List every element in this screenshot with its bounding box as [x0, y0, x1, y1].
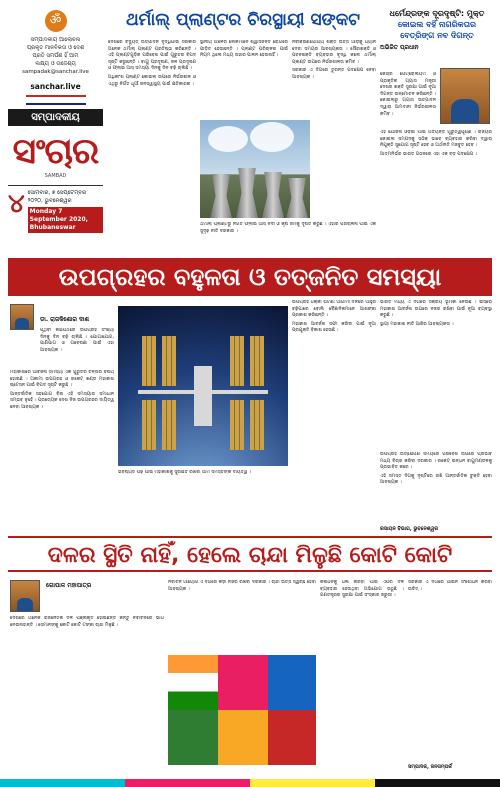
brand-subtitle: SAMBAD: [44, 173, 67, 179]
note-email: sampadak@sanchar.live: [22, 69, 89, 75]
satellite-column-right: [380, 300, 492, 450]
masthead: [8, 8, 103, 290]
color-registration-bar: [0, 779, 500, 787]
politics-signoff: ସମ୍ପାଦକ, ଜନସମ୍ପର୍କ: [408, 764, 452, 770]
brand-logo: ସଂଚାର: [12, 130, 99, 172]
author-photo: [440, 68, 490, 124]
politics-headline: ଦଳର ସ୍ଥିତି ନାହିଁ, ହେଲେ ଚାନ୍ଦା ମିଳୁଛି କୋଟି କୋଟି: [8, 536, 492, 572]
paragraph: ସ୍ଥାୟୀ ମହାକାଶ ନୀତି ଆଜିର ଆବଶ୍ୟକତା ।: [380, 321, 454, 327]
masthead-note: [8, 36, 103, 76]
paragraph: ପୃଥିବୀ କକ୍ଷପଥରେ ଉପଗ୍ରହ ସଂଖ୍ୟା ଦିନକୁ ଦିନ ବଢ଼ି ଚାଲିଛି । ଯୋଗାଯୋଗ, ପାଣିପାଗ ଓ ଗବେଷଣା ପାଇଁ ଏହା ଆବଶ୍ୟକ ।: [40, 328, 114, 353]
politics-column-left: [10, 616, 164, 776]
note-line: ଲକ୍ଷ୍ୟ ଓ ଉଦ୍ଦେଶ୍ୟ: [35, 61, 76, 67]
paragraph: ଆତ୍ମନିର୍ଭର ଭାରତ ଗଠନରେ ଏହା ଏକ ବଡ଼ ପଦକ୍ଷେପ ।: [380, 151, 477, 157]
edition-info: [25, 189, 103, 233]
satellite-column-mid: [292, 300, 376, 470]
satellite-column-right-2: [380, 452, 492, 524]
paragraph: ସରକାର ଏ ଦିଗରେ ଆଇନ ସଂଶୋଧନ କରିବା ଉଚିତ୍ ।: [408, 580, 492, 592]
lead-headline: ଥର୍ମାଲ୍ ପ୍ଲାଣ୍ଟର ଚିରସ୍ଥାୟୀ ସଙ୍କଟ: [125, 10, 361, 30]
paragraph: ଭାରତ ମଧ୍ୟ ଏ ଦିଗରେ ସକ୍ରିୟ ଭୂମିକା ନେଉଛି । ଇସ୍ରୋ ମହାକାଶ ଆବର୍ଜନା ଉପରେ ନଜର ରଖିବା ପାଇଁ ନୂଆ ବ୍ୟବସ୍ଥା କରୁଛି ।: [380, 300, 492, 319]
paragraph: ଅଧିକାଂଶ ପ୍ଲାଣ୍ଟ କୋଇଲା ଉପରେ ନିର୍ଭରଶୀଳ ଓ ଏଥିରୁ ନିର୍ଗତ ଧୂଆଁ ଜନସ୍ୱାସ୍ଥ୍ୟ ପାଇଁ କ୍ଷତିକାରକ ।: [108, 74, 196, 87]
space-station-photo: [118, 306, 288, 466]
author-photo: [10, 304, 34, 330]
paragraph: ଆନ୍ତର୍ଜାତିକ ସହଯୋଗ ବିନା ଏହି ସମସ୍ୟାର ସମାଧାନ ସମ୍ଭବ ନୁହେଁ । ପ୍ରତ୍ୟେକ ଦେଶ ନିଜ ଉପଗ୍ରହର ଦାୟିତ୍ୱ ନେବା ଆବଶ୍ୟକ ।: [10, 391, 114, 410]
paragraph: କଳାଧନକୁ ଧଳା କରିବା ପାଇଁ ଏପରି ଦଳ ବ୍ୟବହାର ହେଉଥିବା ଅଭିଯୋଗ ଉଠୁଛି । ଗଣତନ୍ତ୍ରର ସୁରକ୍ଷା ପାଇଁ ସଂସ୍କାର ଜରୁରୀ ।: [320, 580, 404, 599]
note-line: ପ୍ରକୃତ ମାନବିକତା ଓ ଦେଶ: [26, 45, 85, 51]
feature-column-b: [380, 130, 492, 254]
politics-author: ଗୋପାଳ ମହାପାତ୍ର: [46, 582, 92, 589]
paragraph: କେନ୍ଦ୍ର ପେଟ୍ରୋଲିୟମ ଓ ପ୍ରାକୃତିକ ଗ୍ୟାସ ମନ୍ତ୍ରୀ ଦେଶର ଶକ୍ତି ସୁରକ୍ଷା ପାଇଁ ନୂଆ ଦିଗନ୍ତ ଉନ୍ମୋଚନ କରିଛନ୍ତି । କୋଇଲାରୁ ଗ୍ୟାସ ଉତ୍ପାଦନ ଦ୍ୱାରା ଆମଦାନୀ ନିର୍ଭରଶୀଳତା କମିବ ।: [380, 72, 436, 117]
lead-column-under: [200, 222, 376, 254]
feature-title-plain: ଧର୍ମେନ୍ଦ୍ରଙ୍କ ଦୂରଦୃଷ୍ଟି: ମୁକ୍ତ: [389, 9, 485, 18]
paragraph: ଉପଗ୍ରହ ଉତ୍କ୍ଷେପଣ ସମୟରେ ପରିବେଶ ଉପରେ ପ୍ରଭାବ ମଧ୍ୟ ବିଚାର କରିବା ଦରକାର । ରକେଟ୍ ଇନ୍ଧନ ବାୟୁମଣ୍ଡଳକୁ ପ୍ରଭାବିତ କରେ ।: [380, 452, 492, 471]
satellite-signoff: ରସାୟନ ବିଭାଗ, ଭୁବନେଶ୍ୱର: [380, 526, 439, 532]
website-label: sanchar.live: [30, 82, 81, 91]
lead-column-1: [108, 40, 196, 252]
politics-column-right: [320, 580, 404, 776]
edition-box: [8, 185, 103, 233]
paragraph: ଦେଶରେ ବିଦ୍ୟୁତ୍ ଉତ୍ପାଦନ ବୃଦ୍ଧିପାଇଁ ସରକାର ଅନେକ ଥର୍ମାଲ୍ ପ୍ଲାଣ୍ଟ ପ୍ରତିଷ୍ଠା କରିଛନ୍ତି । ଏହି ପ୍ଲାଣ୍ଟଗୁଡ଼ିକ ପରିବେଶ ପାଇଁ ଗୁରୁତର ବିପଦ ସୃଷ୍ଟି କରୁଛନ୍ତି । ବାୟୁ ପ୍ରଦୂଷଣ, ଜଳ ପ୍ରଦୂଷଣ ଓ ଫ୍ଲାଇ ଆସ୍ ସମସ୍ୟା ଦିନକୁ ଦିନ ବଢ଼ି ଚାଲିଛି ।: [108, 40, 196, 72]
pen-icon: [26, 95, 86, 105]
paragraph: ନବୀକରଣଯୋଗ୍ୟ ଶକ୍ତି ଉତ୍ସ ଆଡ଼କୁ ଧ୍ୟାନ ଦେବା ସମୟର ଆବଶ୍ୟକତା । ସୌରଶକ୍ତି ଓ ପବନଶକ୍ତି ବ୍ୟବହାର ବୃଦ୍ଧି କଲେ ଥର୍ମାଲ୍ ପ୍ଲାଣ୍ଟ ଉପରେ ନିର୍ଭରଶୀଳତା କମିବ ।: [292, 40, 376, 65]
paragraph: ସ୍ଥାନୀୟ ଅଞ୍ଚଳର ଲୋକମାନେ ଶ୍ୱାସଜନିତ ରୋଗରେ ପୀଡ଼ିତ ହେଉଛନ୍ତି । ପ୍ଲାଣ୍ଟ ପରିଚାଳନା ପାଇଁ ନିୟମ ଥିଲେ ମଧ୍ୟ ତାହାର ପାଳନ ହେଉନାହିଁ ।: [200, 40, 288, 59]
feature-title: [380, 8, 494, 41]
satellite-column-left: [10, 370, 114, 530]
note-line: ପ୍ରତି ସମର୍ପଣ ହିଁ ଆମ: [32, 53, 79, 59]
party-flags-photo: [168, 655, 316, 765]
politics-column-far: [408, 580, 492, 760]
politics-column-mid: [168, 580, 316, 652]
paragraph: ଦେଶରେ ଅନେକ ରାଜନୈତିକ ଦଳ ପଞ୍ଜୀକୃତ ହୋଇଛନ୍ତି କିନ୍ତୁ ନିର୍ବାଚନରେ ଭାଗ ନେଉନାହାନ୍ତି । ସେମାନଙ୍କୁ କୋଟି କୋଟି ଟଙ୍କା ଚାନ୍ଦା ମିଳୁଛି ।: [10, 616, 164, 628]
satellite-author: ଡା. ରାଜକିଶୋର ଦାଶ: [40, 316, 89, 323]
edition-date: Monday 7 September 2020, Bhubaneswar: [28, 207, 103, 233]
edition-line: ୨୦୨୦, ଭୁବନେଶ୍ୱର: [27, 198, 72, 204]
thermal-plant-photo: [200, 120, 310, 218]
paragraph: ମହାକାଶରେ ଆବର୍ଜନା ସମସ୍ୟା ଏକ ଗୁରୁତର ଚିନ୍ତାର ବିଷୟ ହୋଇଛି । ଅକାମୀ ଉପଗ୍ରହ ଓ ରକେଟ୍ ଖଣ୍ଡ ମହାକାଶ ଷ୍ଟେସନ ପାଇଁ ବିପଦ ସୃଷ୍ଟି କରୁଛି ।: [10, 370, 114, 389]
right-feature: [380, 8, 494, 52]
paragraph: ଥର୍ମାଲ୍ ପ୍ଲାଣ୍ଟରୁ ନିର୍ଗତ ଫ୍ଲାଇ ଆସ୍ ନଦୀ ଓ କୃଷି ଜମିକୁ ଦୂଷିତ କରୁଛି । ଏହାର ପରିଚାଳନା ପାଇଁ ଏକ ସୁଦୃଢ଼ ନୀତି ଦରକାର ।: [200, 222, 376, 234]
satellite-column-bottom: [118, 470, 376, 526]
paragraph: ଏହି ଯୋଜନା ଓଡ଼ିଶା ପାଇଁ ଅତ୍ୟନ୍ତ ଗୁରୁତ୍ୱପୂର୍ଣ୍ଣ । ରାଜ୍ୟର କୋଇଲା ସମ୍ପଦକୁ ସଠିକ୍ ଭାବେ ବ୍ୟବହାର କରିବା ଦ୍ୱାରା ନିଯୁକ୍ତି ସୁଯୋଗ ସୃଷ୍ଟି ହେବ ଓ ଅର୍ଥନୀତି ମଜବୁତ ହେବ ।: [380, 130, 492, 149]
feature-column-a: [380, 72, 436, 130]
edition-number: ୪: [8, 189, 25, 219]
section-label: ସମ୍ପାଦକୀୟ: [8, 109, 103, 126]
paragraph: ଏହି ସମସ୍ତ ଦିଗକୁ ଦୃଷ୍ଟିରେ ରଖି ଆନ୍ତର୍ଜାତିକ ଚୁକ୍ତି ହେବା ଆବଶ୍ୟକ ।: [380, 473, 492, 486]
paragraph: ଭବିଷ୍ୟତ ପିଢ଼ି ପାଇଁ ମହାକାଶକୁ ସୁରକ୍ଷିତ ରଖିବା ଆମ ସମସ୍ତଙ୍କ ଦାୟିତ୍ୱ ।: [118, 470, 251, 475]
om-logo-icon: ॐ: [45, 10, 67, 32]
author-photo: [10, 580, 40, 612]
note-line: ସମ୍ପାଦକୀୟ ଆଲୋଚନା: [30, 37, 81, 43]
feature-byline: ଅଭିଜିତ ପ୍ରଧାନ: [380, 44, 419, 51]
paragraph: ଉପଗ୍ରହ ଧକ୍କା ଘଟଣା ଆଗାମୀ ଦିନରେ ଆହୁରି ବଢ଼ିପାରେ ବୋଲି ବୈଜ୍ଞାନିକମାନେ ଆଶଙ୍କା ପ୍ରକାଶ କରିଛନ୍ତି ।: [292, 300, 376, 319]
satellite-intro: [40, 328, 114, 368]
paragraph: ସରକାର ଏ ଦିଗରେ ତୁରନ୍ତ ପଦକ୍ଷେପ ନେବା ଆବଶ୍ୟକ ।: [292, 68, 376, 80]
paragraph: ନିର୍ବାଚନ ଆୟୋଗ ଏ ଦିଗରେ କଡ଼ା ନଜର ରଖିବା ଦରକାର । ଚାନ୍ଦା ଉତ୍ସ ସ୍ୱଚ୍ଛ ହେବା ଆବଶ୍ୟକ ।: [168, 580, 316, 592]
satellite-headline: ଉପଗ୍ରହର ବହୁଳତା ଓ ତତ୍‌ଜନିତ ସମସ୍ୟା: [8, 258, 492, 296]
edition-line: ସୋମବାର, ୭ ସେପ୍ଟେମ୍ବର: [27, 190, 87, 196]
paragraph: ମହାକାଶ ଆବର୍ଜନା ସଫା କରିବା ପାଇଁ ନୂଆ ପ୍ରଯୁକ୍ତି ବିକାଶ ହେଉଛି ।: [292, 321, 376, 334]
lead-column-2: [200, 40, 288, 116]
feature-title-accent: କୋଇଲ ବହିଁ ନାଗରିକତାର ବେତ୍ରିଙ୍ଗ ନବ ଦିଗନ୍ତ: [397, 20, 477, 40]
